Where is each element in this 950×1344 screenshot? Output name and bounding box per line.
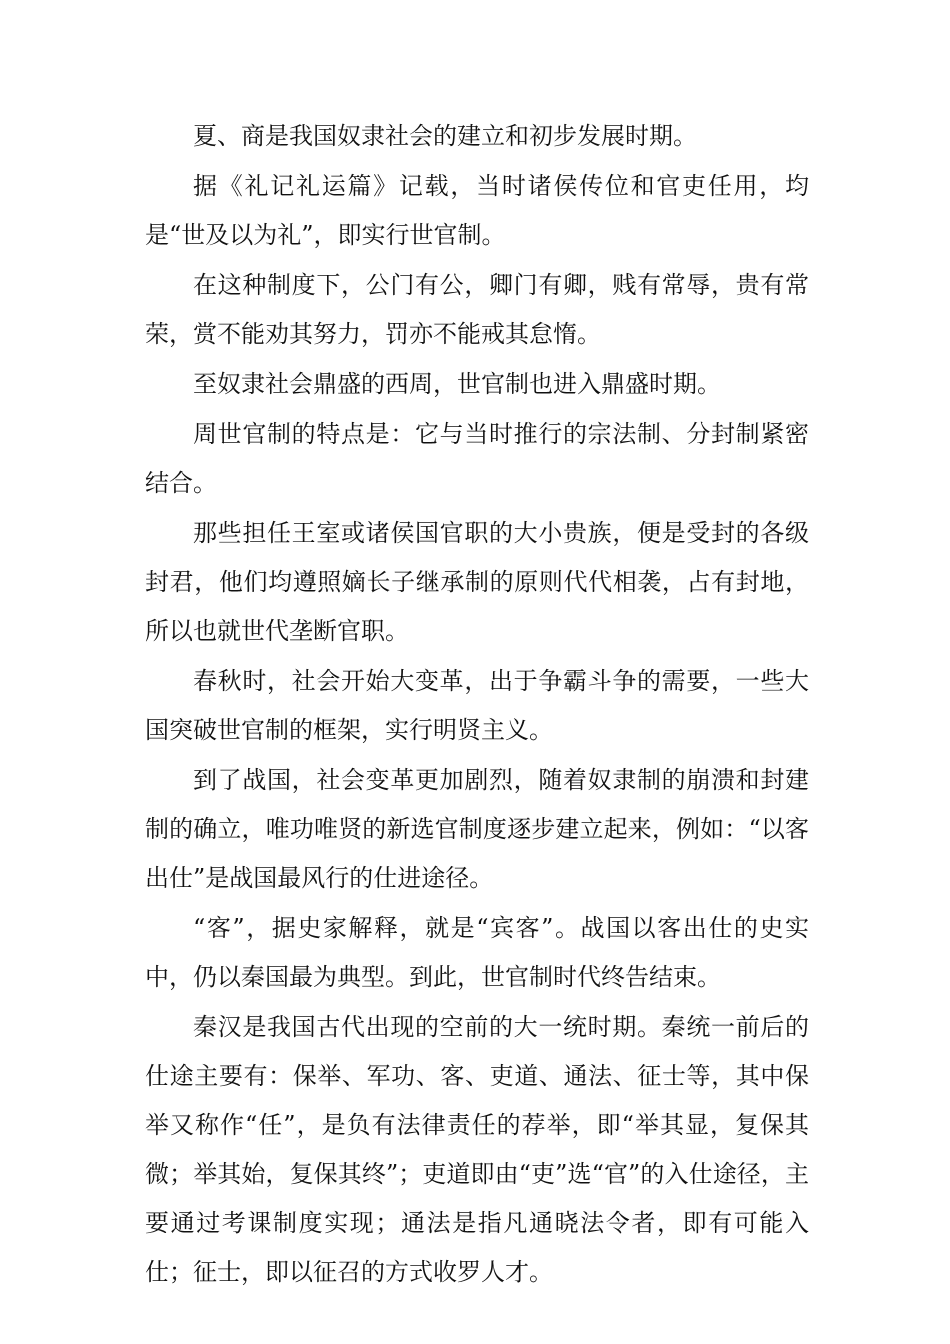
document-body — [145, 112, 809, 1298]
paragraph-3: 在这种制度下，公门有公，卿门有卿，贱有常辱，贵有常荣，赏不能劝其努力，罚亦不能戒其怠惰。 — [145, 271, 809, 348]
paragraph-7: 春秋时，社会开始大变革，出于争霸斗争的需要，一些大国突破世官制的框架，实行明贤主义。 — [145, 667, 809, 744]
paragraph-9: “客”，据史家解释，就是“宾客”。战国以客出仕的史实中，仍以秦国最为典型。到此，世官制时代终告结束。 — [145, 914, 809, 991]
paragraph-8: 到了战国，社会变革更加剧烈，随着奴隶制的崩溃和封建制的确立，唯功唯贤的新选官制度逐步建立起来，例如：“以客出仕”是战国最风行的仕进途径。 — [145, 766, 809, 892]
paragraph-10: 秦汉是我国古代出现的空前的大一统时期。秦统一前后的仕途主要有：保举、军功、客、吏道、通法、征士等，其中保举又称作“任”，是负有法律责任的荐举，即“举其显，复保其微；举其始，复保其终”；吏道即由“吏”选“官”的入仕途径，主要通过考课制度实现；通法是指凡通晓法令者，即有可能入仕；征士，即以征召的方式收罗人才。 — [145, 1013, 809, 1286]
paragraph-5: 周世官制的特点是：它与当时推行的宗法制、分封制紧密结合。 — [145, 420, 809, 497]
paragraph-6: 那些担任王室或诸侯国官职的大小贵族，便是受封的各级封君，他们均遵照嫡长子继承制的原则代代相袭，占有封地，所以也就世代垄断官职。 — [145, 519, 809, 645]
paragraph-1: 夏、商是我国奴隶社会的建立和初步发展时期。 — [193, 122, 697, 150]
paragraph-2: 据《礼记礼运篇》记载，当时诸侯传位和官吏任用，均是“世及以为礼”，即实行世官制。 — [145, 172, 809, 249]
paragraph-4: 至奴隶社会鼎盛的西周，世官制也进入鼎盛时期。 — [193, 370, 721, 398]
